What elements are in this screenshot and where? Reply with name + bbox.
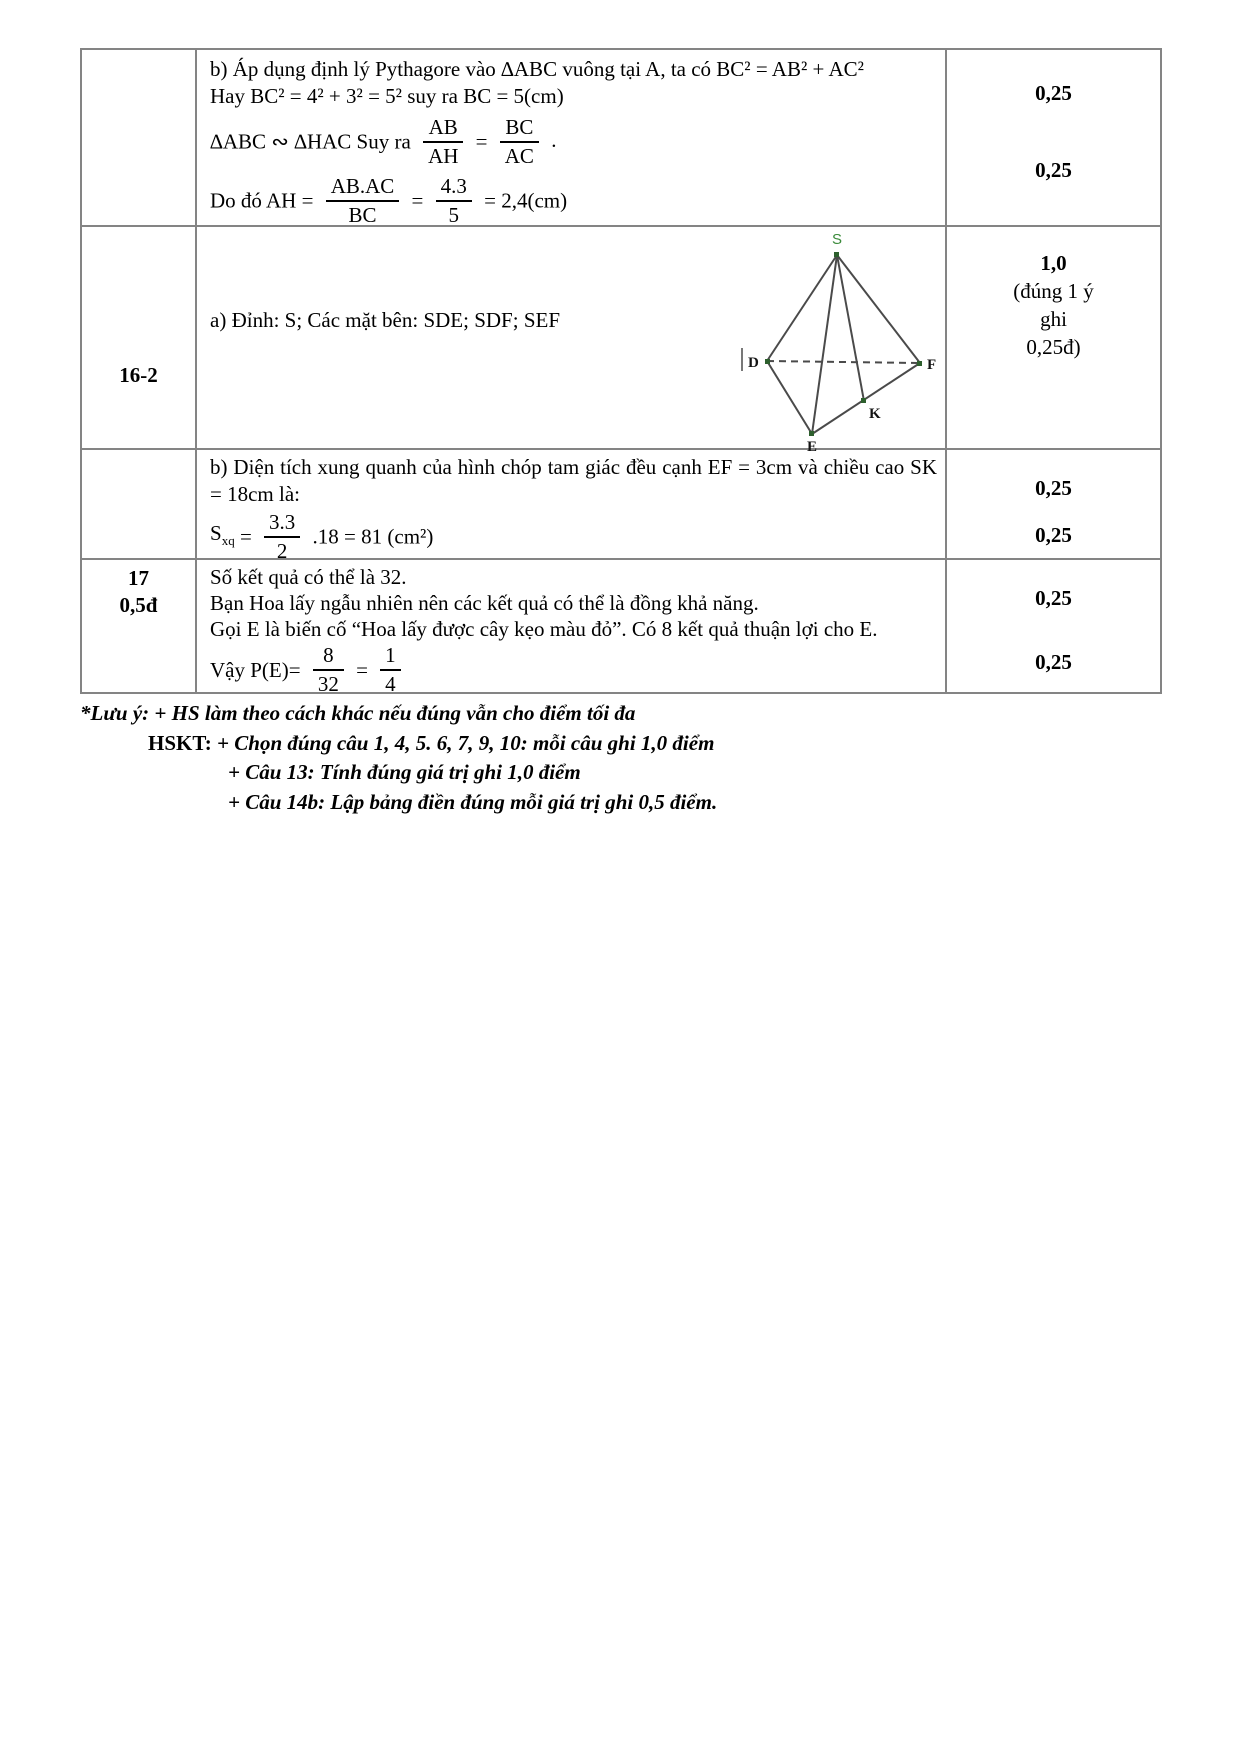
equals-sign: = xyxy=(239,524,252,549)
fraction xyxy=(264,510,300,564)
solution-line: Hay BC² = 4² + 3² = 5² suy ra BC = 5(cm) xyxy=(210,84,564,108)
score-value: 0,25 xyxy=(1035,158,1072,182)
pyramid-diagram xyxy=(734,230,939,452)
footer-note: + Câu 14b: Lập bảng điền đúng mỗi giá trị ghi 0,5 điểm. xyxy=(228,789,718,814)
math-text: = 2,4(cm) xyxy=(484,188,568,213)
math-line xyxy=(210,174,937,228)
vertex-label-D: D xyxy=(748,355,759,371)
math-line xyxy=(210,510,937,564)
denominator: AH xyxy=(428,144,459,168)
denominator: 2 xyxy=(276,539,288,563)
footer-note-text: + Chọn đúng câu 1, 4, 5. 6, 7, 9, 10: mỗi câu ghi 1,0 điểm xyxy=(211,730,715,755)
pyramid-edges xyxy=(742,255,920,434)
footer-note xyxy=(80,729,1170,759)
vertex-label-E: E xyxy=(806,439,818,452)
score-cell xyxy=(947,50,1162,227)
denominator: BC xyxy=(348,203,377,227)
hidden-edge-DF xyxy=(767,361,920,363)
numerator: 1 xyxy=(380,643,401,671)
math-line xyxy=(210,115,937,169)
numerator: BC xyxy=(500,115,539,143)
numerator: AB.AC xyxy=(326,174,400,202)
fraction xyxy=(423,115,463,169)
vertex-label-F: F xyxy=(927,357,937,373)
solution-cell-surface-area xyxy=(197,450,947,563)
question-id-label: 16-2 xyxy=(119,363,158,387)
footer-notes xyxy=(80,699,1170,817)
solution-line: Bạn Hoa lấy ngẫu nhiên nên các kết quả có thể là đồng khả năng. xyxy=(210,591,759,615)
score-note-line: ghi xyxy=(1040,307,1067,331)
score-cell xyxy=(947,560,1162,694)
denominator: 5 xyxy=(448,203,460,227)
solution-cell-probability xyxy=(197,560,947,694)
math-text: ∆ABC ∾ ∆HAC Suy ra xyxy=(210,129,411,154)
solution-cell-pythagore xyxy=(197,50,947,227)
fraction xyxy=(436,174,472,228)
score-value: 0,25 xyxy=(1035,523,1072,547)
numerator: 4.3 xyxy=(436,174,472,202)
question-id-cell-empty xyxy=(82,450,197,560)
score-cell xyxy=(947,227,1162,450)
vertex-label-S: S xyxy=(831,231,843,248)
vertex-label-K: K xyxy=(869,406,881,422)
equals-sign: = xyxy=(475,129,488,154)
hskt-label: HSKT: xyxy=(148,730,212,755)
numerator: AB xyxy=(423,115,463,143)
math-text: $S_{xq}$ xyxy=(210,520,235,549)
score-cell xyxy=(947,450,1162,560)
question-points-label: 0,5đ xyxy=(119,593,158,617)
math-line xyxy=(210,643,937,697)
solution-line: b) Áp dụng định lý Pythagore vào ∆ABC vuông tại A, ta có BC² = AB² + AC² xyxy=(210,57,864,81)
denominator: 32 xyxy=(317,672,339,696)
solution-line: Gọi E là biến cố “Hoa lấy được cây kẹo màu đỏ”. Có 8 kết quả thuận lợi cho E. xyxy=(210,617,878,641)
math-text: Vậy P(E)= xyxy=(210,658,301,682)
score-value: 0,25 xyxy=(1035,81,1072,105)
solution-line: b) Diện tích xung quanh của hình chóp tam giác đều cạnh EF = 3cm và chiều cao SK = 18cm là: xyxy=(210,455,937,506)
score-note-line: (đúng 1 ý xyxy=(1013,279,1094,303)
fraction xyxy=(380,643,401,697)
footer-note: *Lưu ý: + HS làm theo cách khác nếu đúng vẫn cho điểm tối đa xyxy=(80,701,636,725)
score-table xyxy=(80,48,1162,694)
math-text: Do đó AH = xyxy=(210,188,314,213)
denominator: AC xyxy=(504,144,534,168)
fraction xyxy=(500,115,539,169)
question-id-cell-empty xyxy=(82,50,197,227)
math-text: .18 = 81 (cm²) xyxy=(312,524,434,549)
solution-cell-pyramid xyxy=(197,227,947,450)
score-value: 0,25 xyxy=(1035,476,1072,500)
score-note-line: 0,25đ) xyxy=(1026,335,1081,359)
fraction xyxy=(313,643,344,697)
question-id-label: 17 xyxy=(128,566,149,590)
question-id-cell-16-2 xyxy=(82,227,197,450)
solution-line: a) Đỉnh: S; Các mặt bên: SDE; SDF; SEF xyxy=(210,308,561,332)
question-id-cell-17 xyxy=(82,560,197,694)
numerator: 3.3 xyxy=(264,510,300,538)
equals-sign: = xyxy=(356,658,368,682)
math-text: . xyxy=(551,127,557,152)
equals-sign: = xyxy=(411,188,424,213)
subscript: xq xyxy=(221,533,235,549)
score-value: 1,0 xyxy=(1040,251,1067,275)
footer-note: + Câu 13: Tính đúng giá trị ghi 1,0 điểm xyxy=(228,760,581,784)
numerator: 8 xyxy=(313,643,344,671)
vertex-dots xyxy=(765,252,922,436)
solution-line: Số kết quả có thể là 32. xyxy=(210,565,407,589)
score-value: 0,25 xyxy=(1035,586,1072,610)
denominator: 4 xyxy=(385,672,396,696)
fraction xyxy=(326,174,400,228)
score-value: 0,25 xyxy=(1035,650,1072,674)
